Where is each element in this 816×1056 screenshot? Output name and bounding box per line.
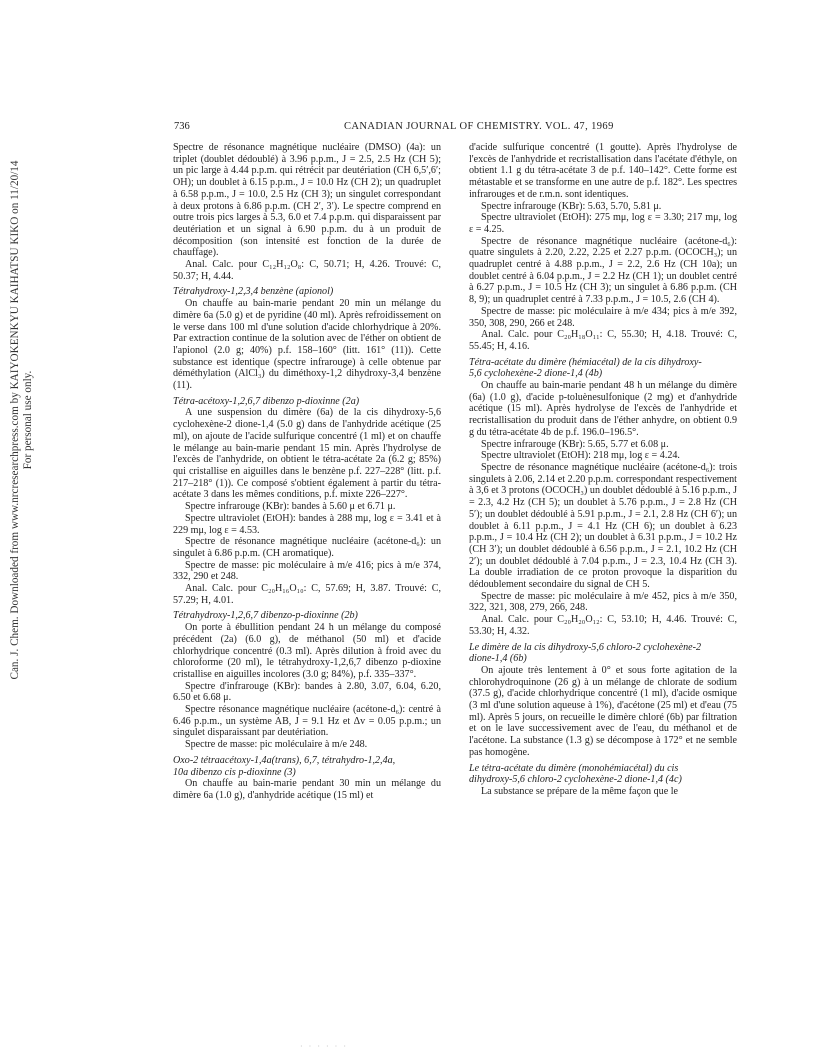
- paragraph: Spectre de masse: pic moléculaire à m/e 416; pics à m/e 374, 332, 290 et 248.: [173, 559, 441, 583]
- page-number: 736: [174, 121, 190, 132]
- paragraph: Spectre de masse: pic moléculaire à m/e 434; pics à m/e 392, 350, 308, 290, 266 et 248.: [469, 305, 737, 329]
- section-heading: [173, 286, 441, 298]
- paragraph: Spectre de résonance magnétique nucléaire (DMSO) (4a): un triplet (doublet dédoublé) à 3.96 p.p.m., J = 2.5, 2.5 Hz (CH 5); un pic large à 4.44 p.p.m. qui rétrécit par deutériation (CH 6,5′,6′; OH); un doublet à 6.15 p.p.m., J = 10.0 Hz (CH 2); un quadruplet à 6.58 p.p.m., J = 10.0, 2.5 Hz (CH 3); un singulet correspondant à deux protons à 6.86 p.p.m. (CH 2′, 3′). Le spectre comprend en outre trois pics larges à 5.3, 6.0 et 7.4 p.p.m. qui disparaissent par deutériation et un signal à 6.90 p.p.m. du à un produit de décomposition (son intensité est fonction de la durée de chauffage).: [173, 142, 441, 259]
- paragraph: Spectre de résonance magnétique nucléaire (acétone-d₆): quatre singulets à 2.20, 2.22, 2.25 et 2.27 p.p.m. (OCOCH₃); un quadruplet centré à 4.88 p.p.m., J = 2.2, 2.6 Hz (CH 10a); un doublet centré à 6.04 p.p.m., J = 2.2 Hz (CH 1); un doublet centré à 6.27 p.p.m., J = 10.5 Hz (CH 3); un singulet à 6.86 p.p.m. (CH 8, 9); un quadruplet centré à 7.33 p.p.m., J = 10.5, 2.6 (CH 4).: [469, 235, 737, 306]
- right-column: [469, 142, 737, 798]
- paragraph: On chauffe au bain-marie pendant 48 h un mélange du dimère (6a) (1.0 g), d'acide p-toluènesulfonique (2 mg) et d'anhydride acétique (15 ml). Après hydrolyse de l'excès de l'anhydride et recristallisation du produit dans de l'éther anhydre, on obtient 0.9 g du tétra-acétate 4b de p.f. 196.0–196.5°.: [469, 380, 737, 438]
- paragraph: La substance se prépare de la même façon que le: [481, 785, 679, 797]
- section-heading-line: Le dimère de la cis dihydroxy-5,6 chloro-2 cyclohexène-2: [469, 641, 702, 653]
- paragraph: Spectre infrarouge (KBr): bandes à 5.60 μ et 6.71 μ.: [185, 501, 396, 513]
- journal-title: CANADIAN JOURNAL OF CHEMISTRY. VOL. 47, 1969: [344, 121, 614, 132]
- paragraph: Spectre ultraviolet (EtOH): bandes à 288 mμ, log ε = 3.41 et à 229 mμ, log ε = 4.53.: [173, 512, 441, 536]
- paragraph: Spectre infrarouge (KBr): 5.63, 5.70, 5.81 μ.: [481, 200, 662, 212]
- paragraph: Anal. Calc. pour C₂₀H₁₆O₁₀: C, 57.69; H, 3.87. Trouvé: C, 57.29; H, 4.01.: [173, 583, 441, 606]
- paragraph: Spectre d'infrarouge (KBr): bandes à 2.80, 3.07, 6.04, 6.20, 6.50 et 6.68 μ.: [173, 680, 441, 704]
- section-heading-line: 5,6 cyclohexène-2 dione-1,4 (4b): [469, 368, 603, 380]
- paragraph: Spectre ultraviolet (EtOH): 218 mμ, log ε = 4.24.: [481, 450, 680, 462]
- download-notice: [4, 110, 40, 730]
- left-column: [173, 142, 441, 802]
- scan-artifact: · · · · · ·: [300, 1042, 348, 1051]
- paragraph: A une suspension du dimère (6a) de la cis dihydroxy-5,6 cyclohexène-2 dione-1,4 (5.0 g) dans de l'anhydride acétique (25 ml), on ajoute de l'acide sulfurique concentré (1 ml) et on chauffe le mélange au bain-marie pendant 15 min. Après l'hydrolyse de l'excès de l'anhydride, on obtient le tétra-acétate 2a (6.2 g; 85%) qui cristallise en aiguilles dans le benzène p.f. 227–228° (litt. p.f. 217–218° (1)). Ce composé s'obtient également à partir du tétra-acétate 3 dans les mêmes conditions, p.f. mixte 226–227°.: [173, 407, 441, 501]
- paragraph: Spectre de résonance magnétique nucléaire (acétone-d₆): un singulet à 6.86 p.p.m. (CH aromatique).: [173, 536, 441, 559]
- paragraph: Spectre ultraviolet (EtOH): 275 mμ, log ε = 3.30; 217 mμ, log ε = 4.25.: [469, 212, 737, 235]
- paragraph: Anal. Calc. pour C₂₀H₂₀O₁₂: C, 53.10; H, 4.46. Trouvé: C, 53.30; H, 4.32.: [469, 614, 737, 637]
- section-heading: [173, 610, 441, 622]
- paragraph: On porte à ébullition pendant 24 h un mélange du composé précédent (2a) (6.0 g), de méthanol (50 ml) et d'acide chlorhydrique concentré (0.3 ml). Après dilution à froid avec du chloroforme (20 ml), le tétrahydroxy-1,2,6,7 dibenzo p-dioxine cristallise en aiguilles incolores (3.0 g; 84%), p.f. 335–337°.: [173, 622, 441, 680]
- paragraph: On ajoute très lentement à 0° et sous forte agitation de la chlorohydroquinone (26 g) à un mélange de chlorate de sodium (37.5 g), d'acide chlorhydrique concentré (1 ml), d'acide osmique (3 ml d'une solution aqueuse à 1%), d'acétone (25 ml) et d'eau (75 ml). Après 5 jours, on recueille le dimère chloré (6b) par filtration et on le lave successivement avec de l'eau, du méthanol et de l'acétone. La substance (1.3 g) se décompose à 172° et ne semble pas homogène.: [469, 664, 737, 758]
- paragraph: On chauffe au bain-marie pendant 20 min un mélange du dimère 6a (5.0 g) et de pyridine (40 ml). Après refroidissement on le verse dans 100 ml d'une solution d'acide chlorhydrique à 20%. Par extraction continue de la solution avec de l'éther on obtient de l'apionol (2.0 g; 40%) p.f. 158–160° (litt. 161° (11)). Cette substance est identique (spectre infrarouge) à celle obtenue par déméthylation (AlCl₃) du diméthoxy-1,2 dihydroxy-3,4 benzène (11).: [173, 298, 441, 392]
- section-heading-line: Le tétra-acétate du dimère (monohémiacétal) du cis: [469, 762, 679, 774]
- section-heading-line: Tétra-acétoxy-1,2,6,7 dibenzo p-dioxinne (2a): [173, 395, 360, 407]
- section-heading: [469, 763, 737, 786]
- section-heading: [469, 357, 737, 380]
- paragraph: On chauffe au bain-marie pendant 30 min un mélange du dimère 6a (1.0 g), d'anhydride acétique (15 ml) et: [173, 778, 441, 801]
- paragraph: Anal. Calc. pour C₂₀H₁₈O₁₁: C, 55.30; H, 4.18. Trouvé: C, 55.45; H, 4.16.: [469, 329, 737, 352]
- section-heading: [173, 396, 441, 408]
- section-heading-line: Tétrahydroxy-1,2,3,4 benzène (apionol): [173, 286, 334, 298]
- paragraph: Spectre de masse: pic moléculaire à m/e 248.: [185, 739, 368, 751]
- running-header: [174, 121, 740, 137]
- section-heading-line: Tétrahydroxy-1,2,6,7 dibenzo-p-dioxinne (2b): [173, 610, 358, 622]
- section-heading-line: Oxo-2 tétraacétoxy-1,4a(trans), 6,7, tétrahydro-1,2,4a,: [173, 754, 396, 766]
- section-heading-line: dione-1,4 (6b): [469, 653, 527, 665]
- paragraph: d'acide sulfurique concentré (1 goutte). Après l'hydrolyse de l'excès de l'anhydride et recristallisation dans l'acétate d'éthyle, on obtient 1.1 g du tétra-acétate 3 de p.f. 140–142°. Cette forme est métastable et se transforme en une autre de p.f. 182°. Les spectres infrarouges et de r.m.n. sont identiques.: [469, 142, 737, 200]
- section-heading-line: dihydroxy-5,6 chloro-2 cyclohexène-2 dione-1,4 (4c): [469, 774, 682, 786]
- download-notice-line2: For personal use only.: [22, 370, 34, 470]
- section-heading-line: 10a dibenzo cis p-dioxinne (3): [173, 766, 296, 778]
- paragraph: Anal. Calc. pour C₁₂H₁₂O₈: C, 50.71; H, 4.26. Trouvé: C, 50.37; H, 4.44.: [173, 259, 441, 282]
- section-heading-line: Tétra-acétate du dimère (hémiacétal) de la cis dihydroxy-: [469, 356, 702, 368]
- section-heading: [173, 755, 441, 778]
- paragraph: Spectre infrarouge (KBr): 5.65, 5.77 et 6.08 μ.: [481, 438, 669, 450]
- paragraph: Spectre résonance magnétique nucléaire (acétone-d₆): centré à 6.46 p.p.m., un système AB, J = 9.1 Hz et Δv = 0.05 p.p.m.; un singulet disparaissant par deutériation.: [173, 704, 441, 739]
- paragraph: Spectre de masse: pic moléculaire à m/e 452, pics à m/e 350, 322, 321, 308, 279, 266, 248.: [469, 590, 737, 614]
- download-notice-line1: Can. J. Chem. Downloaded from www.nrcresearchpress.com by KAIYOKENKYU KAIHATSU KIKO on 11/20/14: [9, 160, 21, 680]
- section-heading: [469, 642, 737, 665]
- paragraph: Spectre de résonance magnétique nucléaire (acétone-d₆): trois singulets à 2.06, 2.14 et 2.20 p.p.m. correspondant respectivement à 3,6 et 3 protons (OCOCH₃) un doublet dédoublé à 5.16 p.p.m., J = 2.3, 4.2 Hz (CH 5); un doublet à 5.76 p.p.m., J = 2.8 Hz (CH 5′); un doublet dédoublé à 5.91 p.p.m., J = 2.1, 2.8 Hz (CH 6′); un doublet à 6.11 p.p.m., J = 4.1 Hz (CH 6); un doublet à 6.23 p.p.m., J = 10.4 Hz (CH 2); un doublet à 6.31 p.p.m., J = 10.2 Hz (CH 3′); un doublet dédoublé à 6.56 p.p.m., J = 2.1, 10.2 Hz (CH 2′); un doublet dédoublé à 7.04 p.p.m., J = 2.3, 10.4 Hz (CH 3). La double irradiation de ce proton provoque la disparition du dédoublement secondaire du signal de CH 5.: [469, 461, 737, 591]
